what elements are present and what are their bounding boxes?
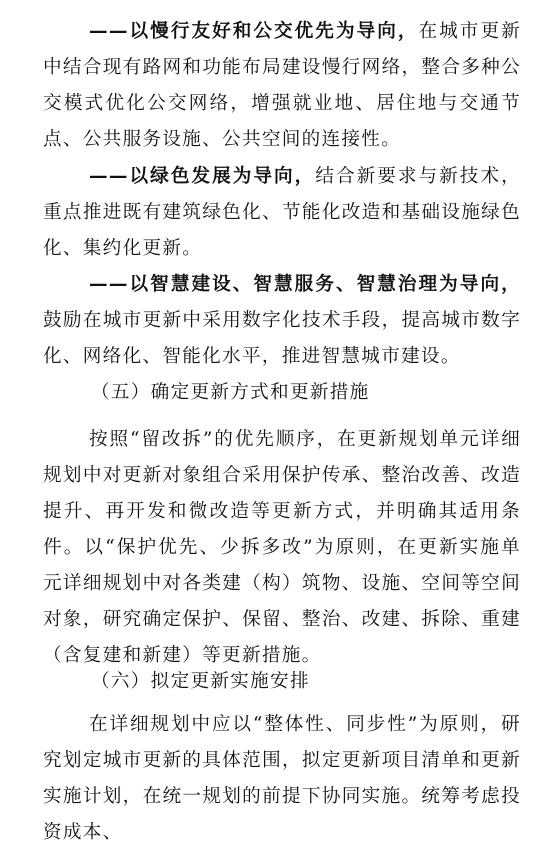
paragraph-green-development: [43, 159, 521, 267]
paragraph-body: 鼓励在城市更新中采用数字化技术手段，提高城市数字化、网络化、智能化水平，推进智慧城市建设。: [43, 310, 521, 367]
paragraph-body: 在详细规划中应以“整体性、同步性”为原则，研究划定城市更新的具体范围，拟定更新项目清单和更新实施计划，在统一规划的前提下协同实施。统筹考虑投资成本、: [43, 714, 521, 843]
section-heading-six: （六）拟定更新实施安排: [91, 671, 310, 692]
paragraph-body: 按照“留改拆”的优先顺序，在更新规划单元详细规划中对更新对象组合采用保护传承、整治改善、改造提升、再开发和微改造等更新方式，并明确其适用条件。以“保护优先、少拆多改”为原则，在更新实施单元详细规划中对各类建（构）筑物、设施、空间等空间对象，研究确定保护、保留、整治、改建、拆除、重建（含复建和新建）等更新措施。: [43, 429, 521, 666]
paragraph-body: 结合新要求与新技术，重点推进既有建筑绿色化、节能化改造和基础设施绿色化、集约化更新。: [43, 166, 521, 259]
paragraph-lead: ——以智慧建设、智慧服务、智慧治理为导向，: [89, 274, 521, 295]
paragraph-slow-traffic: [43, 14, 521, 158]
section-heading-five: （五）确定更新方式和更新措施: [91, 382, 370, 403]
paragraph-lead: ——以绿色发展为导向，: [89, 166, 316, 187]
paragraph-body: 在城市更新中结合现有路网和功能布局建设慢行网络，整合多种公交模式优化公交网络，增强就业地、居住地与交通节点、公共服务设施、公共空间的连接性。: [43, 21, 521, 150]
paragraph-update-methods: [43, 422, 521, 674]
paragraph-smart-city: [43, 267, 521, 375]
paragraph-implementation-plan: [43, 707, 521, 851]
paragraph-lead: ——以慢行友好和公交优先为导向，: [89, 21, 419, 42]
